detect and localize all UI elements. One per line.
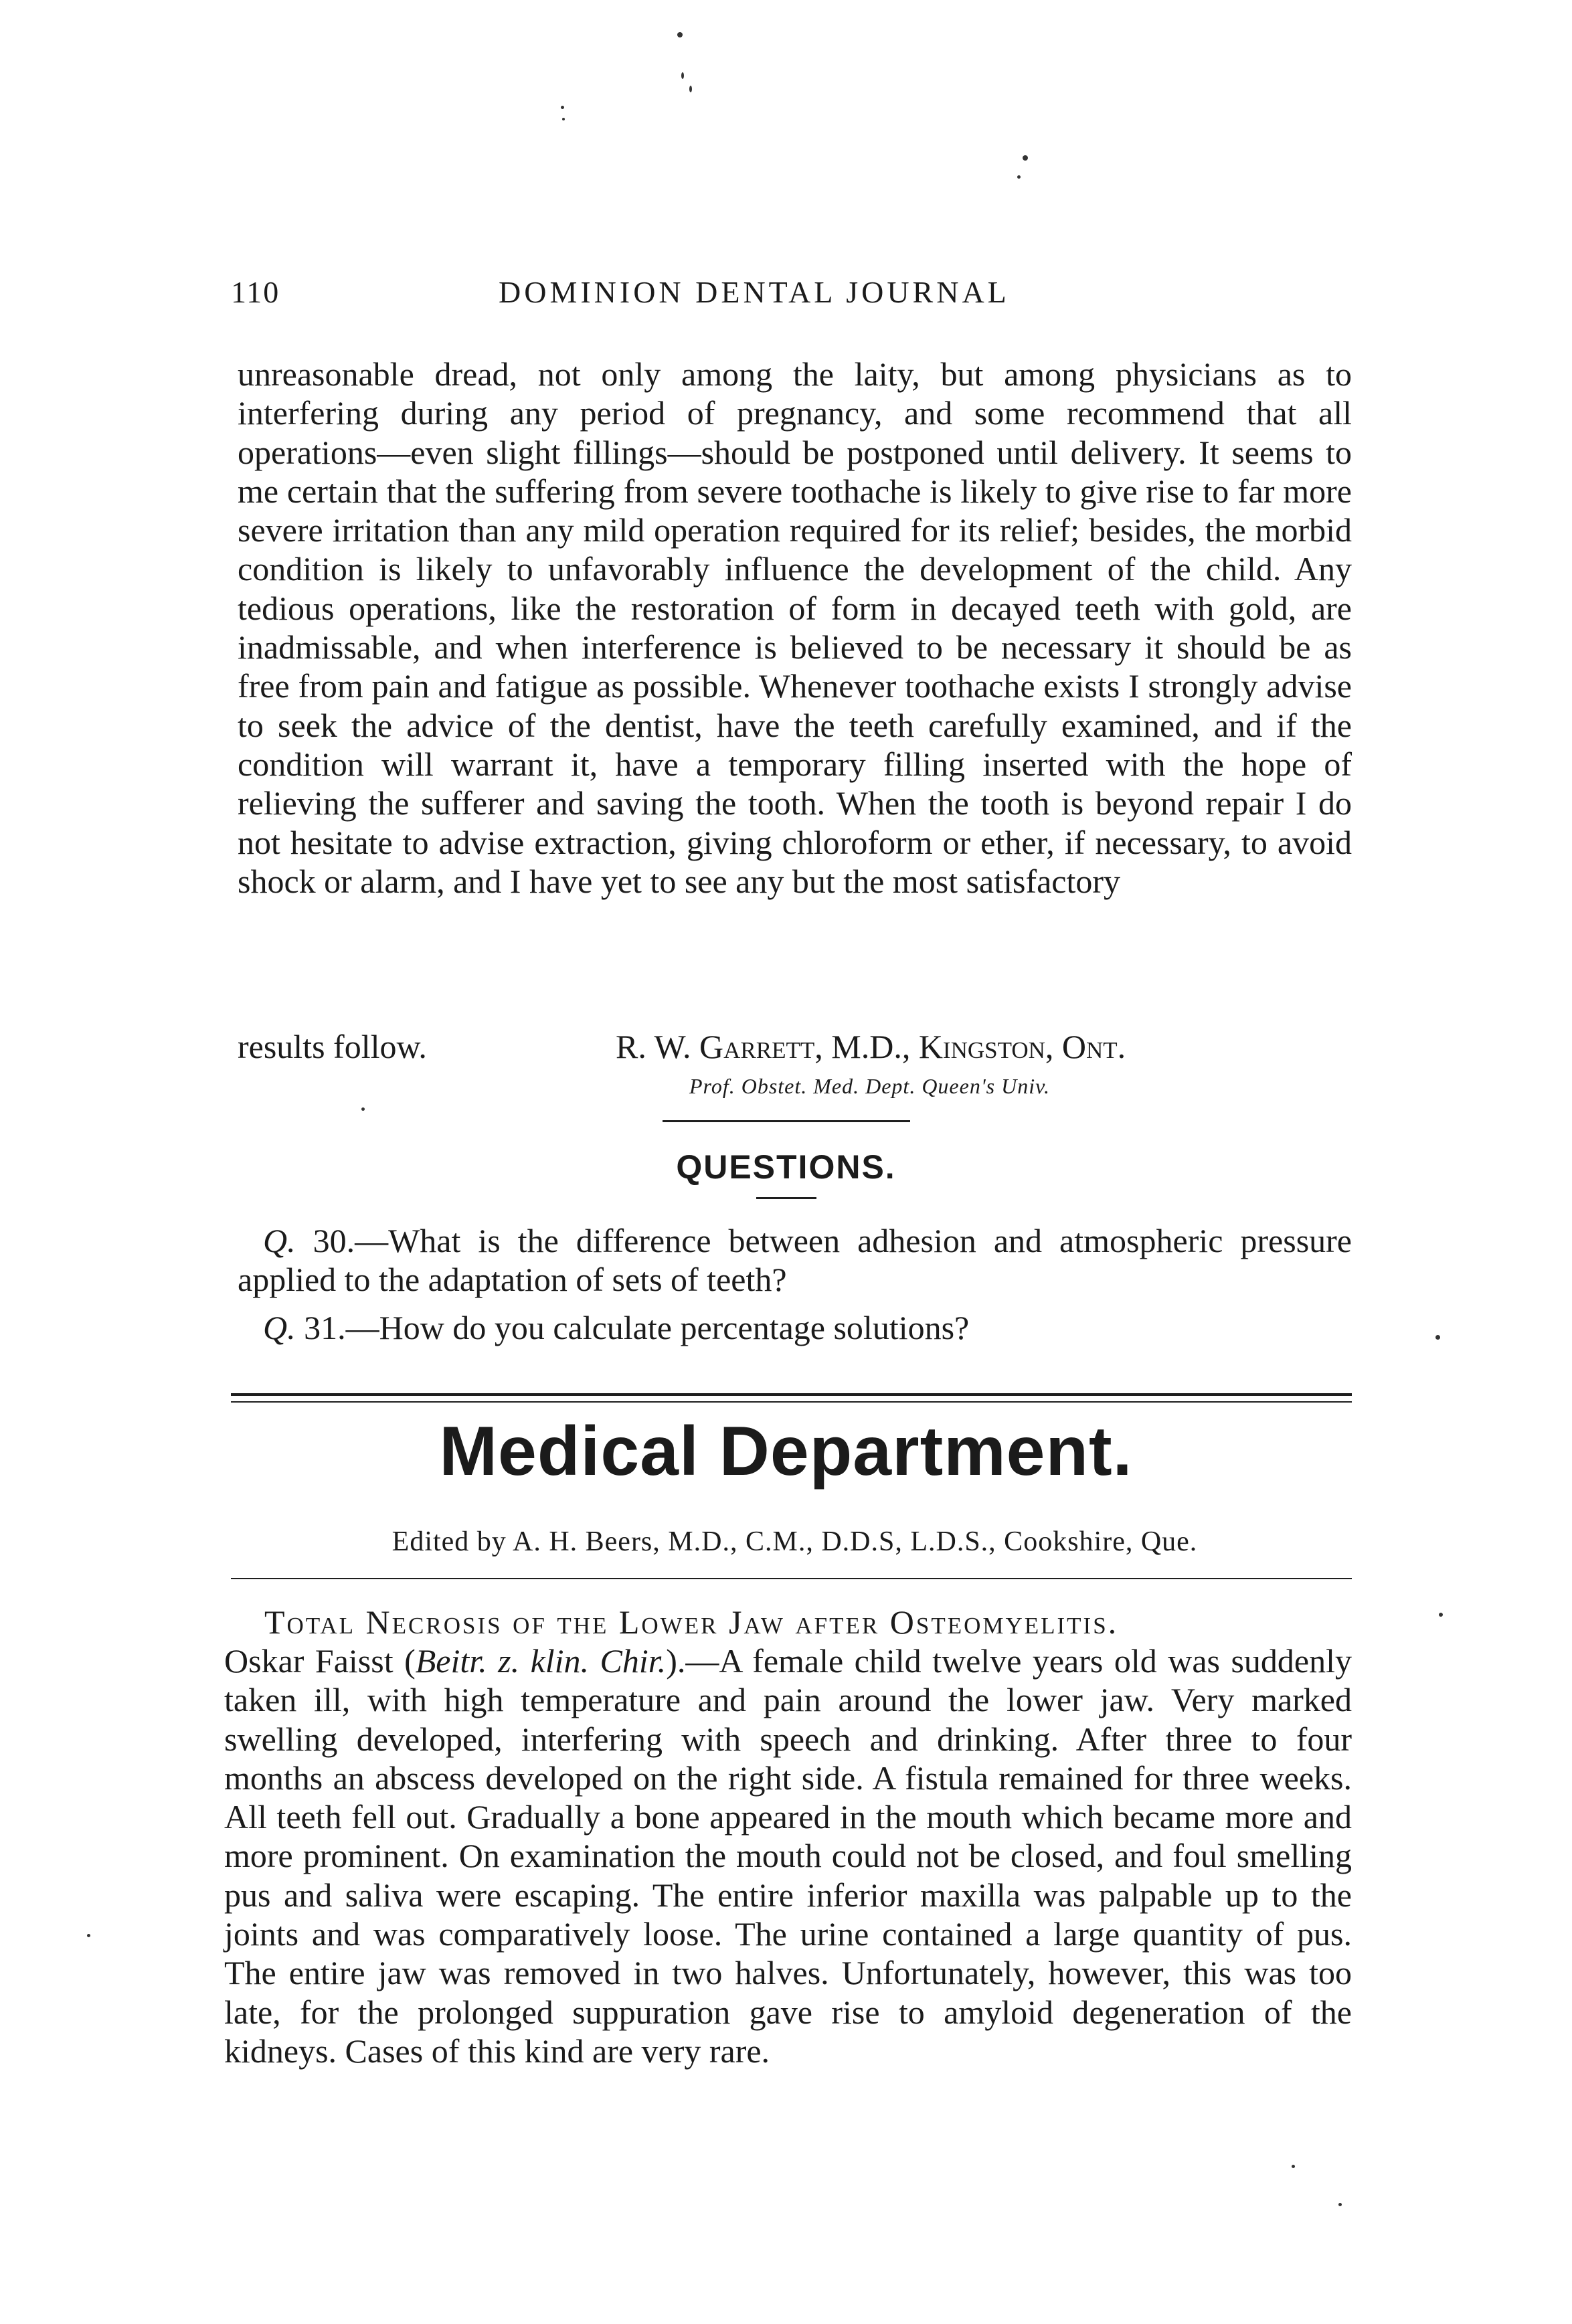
scan-speck: [681, 72, 684, 79]
questions-heading: QUESTIONS.: [676, 1148, 896, 1186]
scan-speck: [87, 1934, 90, 1937]
scan-speck: [1023, 155, 1028, 161]
article-body: [224, 1641, 1352, 2070]
editor-line: Edited by A. H. Beers, M.D., C.M., D.D.S, L.D.S., Cookshire, Que.: [391, 1526, 1198, 1557]
letter-body: unreasonable dread, not only among the laity, but among physicians as to interfering during any period of pregnancy, and some recommend that all operations—even slight fillings—should be postponed until delivery. It seems to me certain that the suffering from severe toothache is likely to give rise to far more severe irritation than any mild operation required for its relief; besides, the morbid condition is likely to unfavorably influence the development of the child. Any tedious operations, like the restoration of form in decayed teeth with gold, are inadmissable, and when interference is believed to be necessary it should be as free from pain and fatigue as possible. Whenever toothache exists I strongly advise to seek the advice of the dentist, have the teeth carefully examined, and if the condition will warrant it, have a temporary filling inserted with the hope of relieving the sufferer and saving the tooth. When the tooth is beyond repair I do not hesitate to advise extraction, giving chloroform or ether, if necessary, to avoid shock or alarm, and I have yet to see any but the most satisfactory: [238, 355, 1352, 900]
article-source: Beitr. z. klin. Chir.: [415, 1642, 667, 1680]
double-rule-top: [231, 1393, 1352, 1396]
question-item: [263, 1308, 1352, 1347]
double-rule-bottom: [231, 1401, 1352, 1403]
question-text: 31.—How do you calculate percentage solutions?: [295, 1309, 970, 1346]
scan-speck: [1292, 2165, 1295, 2168]
running-title: DOMINION DENTAL JOURNAL: [499, 275, 1010, 309]
question-label: Q.: [263, 1222, 296, 1259]
page-header: [231, 274, 1335, 321]
scan-speck: [1338, 2203, 1342, 2206]
department-divider: [231, 1578, 1352, 1579]
closing-text: results follow.: [238, 1028, 427, 1065]
department-heading: Medical Department.: [439, 1413, 1133, 1490]
scan-speck: [562, 118, 565, 120]
scan-speck: [561, 106, 564, 109]
page-number: 110: [231, 275, 280, 309]
article-author: Oskar Faisst (: [224, 1642, 416, 1680]
scan-speck: [1439, 1613, 1443, 1617]
scan-speck: [361, 1107, 365, 1111]
signature-line: [238, 1027, 1352, 1067]
scan-speck: [1435, 1335, 1440, 1340]
scan-speck: [677, 32, 683, 37]
question-item: [238, 1221, 1352, 1300]
section-divider: [663, 1120, 910, 1122]
author-signature: R. W. Garrett, M.D., Kingston, Ont.: [616, 1028, 1126, 1065]
author-affiliation: Prof. Obstet. Med. Dept. Queen's Univ.: [689, 1074, 1050, 1098]
question-text: 30.—What is the difference between adhesion and atmospheric pressure applied to the adaptation of sets of teeth?: [238, 1222, 1352, 1299]
scan-speck: [689, 86, 692, 92]
article-text: ).—A female child twelve years old was suddenly taken ill, with high temperature and pain around the lower jaw. Very marked swelling developed, interfering with speech and drinking. After three to four months an abscess developed on the right side. A fistula remained for three weeks. All teeth fell out. Gradually a bone appeared in the mouth which became more and more prominent. On examination the mouth could not be closed, and foul smelling pus and saliva were escaping. The entire inferior maxilla was palpable up to the joints and was comparatively loose. The urine contained a large quantity of pus. The entire jaw was removed in two halves. Unfortunately, however, this was too late, for the prolonged suppuration gave rise to amyloid degeneration of the kidneys. Cases of this kind are very rare.: [224, 1642, 1352, 2070]
scan-speck: [1017, 175, 1021, 179]
question-label: Q.: [263, 1309, 296, 1346]
heading-underline: [756, 1197, 816, 1199]
article-title: Total Necrosis of the Lower Jaw after Osteomyelitis.: [264, 1603, 1119, 1641]
